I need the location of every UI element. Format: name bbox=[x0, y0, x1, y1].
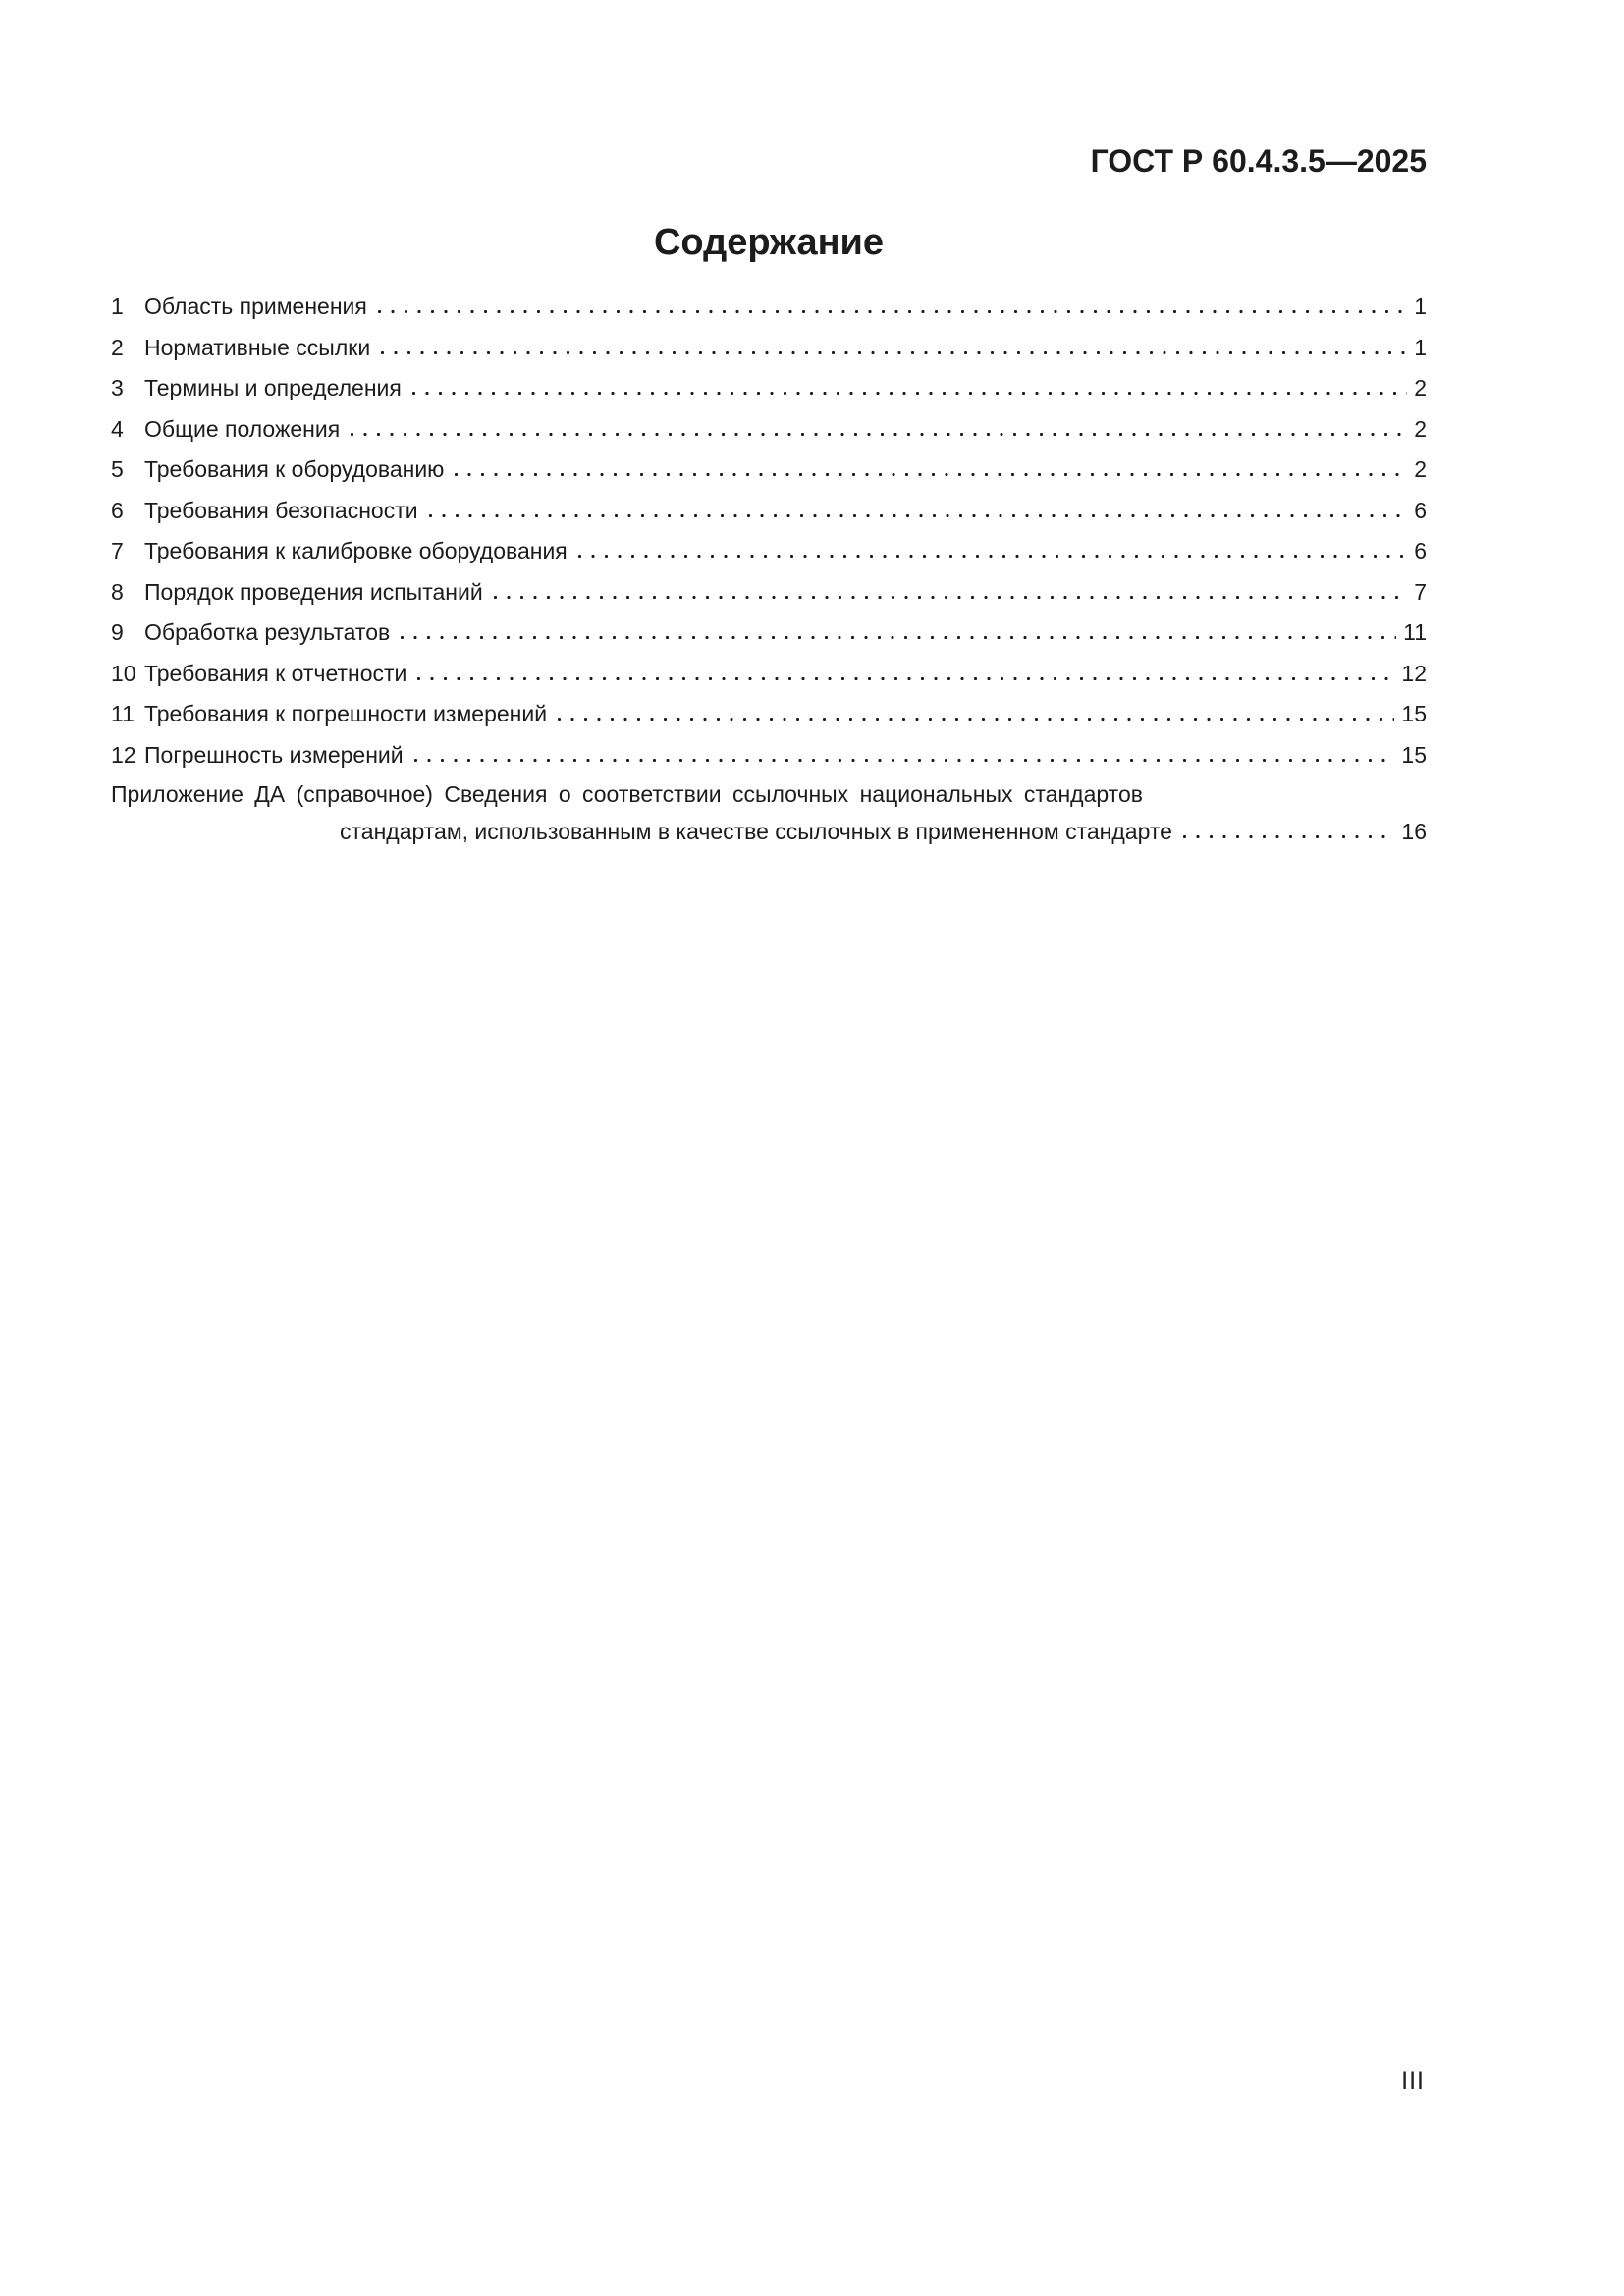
dot-leader bbox=[428, 513, 1408, 518]
toc-entry-label: Требования к отчетности bbox=[144, 660, 407, 686]
toc-entry bbox=[111, 450, 1427, 491]
toc-list bbox=[111, 287, 1427, 775]
toc-entry-number: 9 bbox=[111, 619, 124, 645]
page-title: Содержание bbox=[653, 222, 885, 263]
toc-appendix-entry bbox=[111, 776, 1427, 850]
toc-entry bbox=[111, 409, 1427, 451]
page-number-folio: III bbox=[1401, 2067, 1425, 2095]
toc-entry-page: 1 bbox=[1414, 334, 1427, 360]
dot-leader bbox=[411, 391, 1407, 396]
toc-entry-label: Требования безопасности bbox=[144, 497, 418, 523]
toc-entry-number: 6 bbox=[111, 497, 124, 523]
toc-entry-label: Требования к оборудованию bbox=[144, 456, 445, 482]
document-code: ГОСТ Р 60.4.3.5—2025 bbox=[1090, 143, 1427, 179]
toc-entry-label: Порядок проведения испытаний bbox=[144, 578, 483, 605]
toc-entry-page: 2 bbox=[1414, 456, 1427, 482]
toc-entry bbox=[111, 572, 1427, 614]
toc-entry-label: Требования к погрешности измерений bbox=[144, 701, 548, 726]
dot-leader bbox=[493, 595, 1408, 600]
dot-leader bbox=[416, 676, 1394, 681]
toc-entry-page: 2 bbox=[1414, 375, 1427, 400]
toc-entry bbox=[111, 368, 1427, 409]
appendix-page: 16 bbox=[1401, 818, 1427, 844]
toc-entry-number: 12 bbox=[111, 741, 136, 768]
toc-entry-label: Обработка результатов bbox=[144, 619, 391, 645]
toc-entry-label: Погрешность измерений bbox=[144, 741, 404, 768]
dot-leader bbox=[454, 472, 1407, 477]
toc-entry-page: 6 bbox=[1414, 497, 1427, 523]
toc-entry-page: 1 bbox=[1414, 294, 1427, 319]
dot-leader bbox=[400, 635, 1396, 640]
toc-entry-page: 15 bbox=[1401, 701, 1427, 726]
toc-entry-label: Требования к калибровке оборудования bbox=[144, 538, 568, 563]
toc-entry-page: 11 bbox=[1403, 619, 1427, 645]
dot-leader bbox=[1182, 834, 1394, 839]
toc-entry bbox=[111, 287, 1427, 328]
toc-entry-page: 6 bbox=[1414, 538, 1427, 563]
toc-entry-page: 15 bbox=[1401, 741, 1427, 768]
toc-entry-number: 7 bbox=[111, 538, 124, 563]
toc-entry-number: 5 bbox=[111, 456, 124, 482]
dot-leader bbox=[577, 554, 1407, 559]
toc-entry bbox=[111, 613, 1427, 654]
toc-entry-number: 1 bbox=[111, 294, 124, 319]
toc-entry bbox=[111, 735, 1427, 776]
toc-entry-number: 3 bbox=[111, 375, 124, 400]
toc-entry-number: 4 bbox=[111, 415, 124, 442]
toc-entry-number: 11 bbox=[111, 701, 135, 726]
toc-entry bbox=[111, 531, 1427, 572]
toc-entry-number: 10 bbox=[111, 660, 136, 686]
toc-entry bbox=[111, 328, 1427, 369]
toc-entry-page: 12 bbox=[1401, 660, 1427, 686]
toc-entry-label: Область применения bbox=[144, 294, 367, 319]
toc-entry-label: Общие положения bbox=[144, 415, 341, 442]
dot-leader bbox=[557, 717, 1394, 721]
toc-entry-page: 2 bbox=[1414, 415, 1427, 442]
appendix-line2-label: стандартам, использованным в качестве ссылочных в примененном стандарте bbox=[340, 818, 1172, 844]
dot-leader bbox=[377, 309, 1407, 314]
toc-entry-number: 8 bbox=[111, 578, 124, 605]
dot-leader bbox=[350, 432, 1407, 437]
toc-entry bbox=[111, 694, 1427, 735]
dot-leader bbox=[413, 758, 1395, 763]
toc-entry bbox=[111, 654, 1427, 695]
toc-entry-label: Термины и определения bbox=[144, 375, 402, 400]
toc-entry bbox=[111, 491, 1427, 532]
toc-entry-number: 2 bbox=[111, 334, 124, 360]
toc-entry-page: 7 bbox=[1414, 578, 1427, 605]
appendix-line1: Приложение ДА (справочное) Сведения о соответствии ссылочных национальных стандартов bbox=[111, 781, 1143, 807]
toc-entry-label: Нормативные ссылки bbox=[144, 334, 371, 360]
dot-leader bbox=[380, 350, 1407, 355]
appendix-line2-row bbox=[340, 814, 1427, 851]
